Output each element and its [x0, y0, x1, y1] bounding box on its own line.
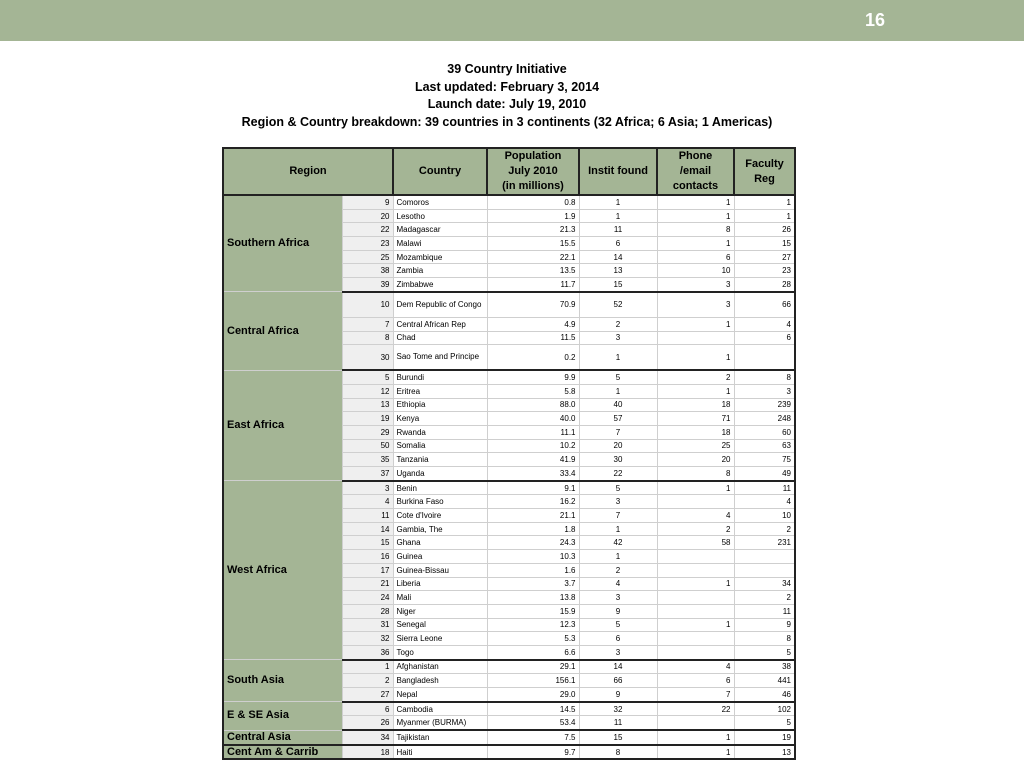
country-number-cell: 27 [342, 688, 393, 702]
instit-found-cell: 57 [579, 412, 657, 426]
population-cell: 70.9 [487, 292, 579, 318]
header-faculty-l1: Faculty [745, 157, 784, 170]
instit-found-cell: 2 [579, 317, 657, 331]
country-number-cell: 26 [342, 716, 393, 730]
country-name-cell: Gambia, The [393, 522, 487, 536]
instit-found-cell: 5 [579, 370, 657, 384]
title-line-breakdown: Region & Country breakdown: 39 countries in 3 continents (32 Africa; 6 Asia; 1 Americas) [241, 114, 773, 129]
country-name-cell: Ethiopia [393, 398, 487, 412]
population-cell: 40.0 [487, 412, 579, 426]
phone-email-cell [657, 563, 734, 577]
country-number-cell: 2 [342, 674, 393, 688]
instit-found-cell: 3 [579, 331, 657, 345]
country-number-cell: 15 [342, 536, 393, 550]
instit-found-cell: 1 [579, 345, 657, 371]
phone-email-cell: 1 [657, 577, 734, 591]
phone-email-cell: 6 [657, 674, 734, 688]
country-name-cell: Ghana [393, 536, 487, 550]
population-cell: 11.5 [487, 331, 579, 345]
faculty-reg-cell: 2 [734, 522, 795, 536]
population-cell: 3.7 [487, 577, 579, 591]
population-cell: 0.2 [487, 345, 579, 371]
country-name-cell: Togo [393, 645, 487, 659]
instit-found-cell: 14 [579, 660, 657, 674]
instit-found-cell: 13 [579, 264, 657, 278]
country-name-cell: Cote d'Ivoire [393, 509, 487, 523]
instit-found-cell: 11 [579, 716, 657, 730]
country-number-cell: 37 [342, 467, 393, 481]
population-cell: 11.7 [487, 278, 579, 292]
instit-found-cell: 9 [579, 604, 657, 618]
country-name-cell: Central African Rep [393, 317, 487, 331]
population-cell: 53.4 [487, 716, 579, 730]
country-number-cell: 30 [342, 345, 393, 371]
instit-found-cell: 52 [579, 292, 657, 318]
country-number-cell: 50 [342, 439, 393, 453]
population-cell: 10.2 [487, 439, 579, 453]
country-number-cell: 10 [342, 292, 393, 318]
phone-email-cell: 71 [657, 412, 734, 426]
country-name-cell: Sierra Leone [393, 632, 487, 646]
header-region: Region [223, 148, 393, 195]
population-cell: 15.9 [487, 604, 579, 618]
country-number-cell: 31 [342, 618, 393, 632]
country-name-cell: Guinea [393, 550, 487, 564]
instit-found-cell: 11 [579, 223, 657, 237]
instit-found-cell: 2 [579, 563, 657, 577]
population-cell: 11.1 [487, 425, 579, 439]
faculty-reg-cell: 9 [734, 618, 795, 632]
population-cell: 41.9 [487, 453, 579, 467]
instit-found-cell: 6 [579, 237, 657, 251]
header-population-l1: Population [504, 150, 562, 162]
faculty-reg-cell: 19 [734, 730, 795, 745]
title-line-launch: Launch date: July 19, 2010 [427, 97, 587, 111]
instit-found-cell: 1 [579, 550, 657, 564]
country-number-cell: 19 [342, 412, 393, 426]
region-cell: Central Africa [223, 292, 342, 370]
instit-found-cell: 15 [579, 730, 657, 745]
population-cell: 29.1 [487, 660, 579, 674]
country-number-cell: 38 [342, 264, 393, 278]
country-name-cell: Tajikistan [393, 730, 487, 745]
table-row [223, 370, 795, 384]
country-name-cell: Somalia [393, 439, 487, 453]
region-cell: West Africa [223, 481, 342, 660]
instit-found-cell: 42 [579, 536, 657, 550]
faculty-reg-cell: 15 [734, 237, 795, 251]
population-cell: 1.9 [487, 209, 579, 223]
phone-email-cell: 18 [657, 425, 734, 439]
instit-found-cell: 1 [579, 195, 657, 209]
population-cell: 29.0 [487, 688, 579, 702]
phone-email-cell: 1 [657, 209, 734, 223]
title-block [0, 61, 1014, 131]
country-number-cell: 9 [342, 195, 393, 209]
phone-email-cell: 8 [657, 223, 734, 237]
instit-found-cell: 30 [579, 453, 657, 467]
phone-email-cell: 3 [657, 278, 734, 292]
faculty-reg-cell: 11 [734, 481, 795, 495]
header-phone-l2: /email [679, 165, 712, 177]
country-name-cell: Bangladesh [393, 674, 487, 688]
faculty-reg-cell [734, 563, 795, 577]
population-cell: 5.8 [487, 384, 579, 398]
country-name-cell: Rwanda [393, 425, 487, 439]
country-number-cell: 11 [342, 509, 393, 523]
faculty-reg-cell: 5 [734, 716, 795, 730]
phone-email-cell: 1 [657, 384, 734, 398]
country-table [222, 147, 796, 760]
faculty-reg-cell: 4 [734, 317, 795, 331]
instit-found-cell: 1 [579, 522, 657, 536]
population-cell: 21.3 [487, 223, 579, 237]
phone-email-cell: 1 [657, 618, 734, 632]
header-population-l2: July 2010 [508, 165, 558, 177]
region-cell: E & SE Asia [223, 702, 342, 730]
country-name-cell: Mozambique [393, 250, 487, 264]
faculty-reg-cell: 60 [734, 425, 795, 439]
instit-found-cell: 22 [579, 467, 657, 481]
faculty-reg-cell: 63 [734, 439, 795, 453]
population-cell: 22.1 [487, 250, 579, 264]
country-name-cell: Haiti [393, 745, 487, 760]
country-number-cell: 12 [342, 384, 393, 398]
phone-email-cell: 10 [657, 264, 734, 278]
country-name-cell: Kenya [393, 412, 487, 426]
faculty-reg-cell: 26 [734, 223, 795, 237]
population-cell: 13.8 [487, 591, 579, 605]
faculty-reg-cell: 248 [734, 412, 795, 426]
phone-email-cell: 1 [657, 481, 734, 495]
phone-email-cell: 7 [657, 688, 734, 702]
table-header-row [223, 148, 795, 195]
header-faculty-l2: Reg [754, 172, 775, 185]
country-name-cell: Afghanistan [393, 660, 487, 674]
country-number-cell: 32 [342, 632, 393, 646]
population-cell: 33.4 [487, 467, 579, 481]
country-number-cell: 18 [342, 745, 393, 760]
table-row [223, 292, 795, 318]
title-line-updated: Last updated: February 3, 2014 [414, 79, 600, 94]
country-name-cell: Comoros [393, 195, 487, 209]
title-line-initiative: 39 Country Initiative [447, 62, 567, 76]
faculty-reg-cell: 3 [734, 384, 795, 398]
header-phone-l1: Phone [678, 150, 713, 162]
instit-found-cell: 3 [579, 495, 657, 509]
faculty-reg-cell: 6 [734, 331, 795, 345]
country-number-cell: 20 [342, 209, 393, 223]
phone-email-cell: 3 [657, 292, 734, 318]
instit-found-cell: 8 [579, 745, 657, 760]
country-number-cell: 14 [342, 522, 393, 536]
instit-found-cell: 66 [579, 674, 657, 688]
phone-email-cell: 4 [657, 509, 734, 523]
phone-email-cell: 1 [657, 237, 734, 251]
country-name-cell: Tanzania [393, 453, 487, 467]
population-cell: 9.9 [487, 370, 579, 384]
country-name-cell: Niger [393, 604, 487, 618]
country-name-cell: Sao Tome and Principe [393, 345, 487, 371]
header-instit-found: Instit found [579, 148, 657, 195]
country-name-cell: Mali [393, 591, 487, 605]
country-number-cell: 4 [342, 495, 393, 509]
population-cell: 14.5 [487, 702, 579, 716]
country-number-cell: 1 [342, 660, 393, 674]
slide-header-bar [0, 0, 1024, 41]
faculty-reg-cell: 2 [734, 591, 795, 605]
country-number-cell: 6 [342, 702, 393, 716]
table-body [223, 195, 795, 759]
country-name-cell: Dem Republic of Congo [393, 292, 487, 318]
header-phone-email [657, 148, 734, 195]
faculty-reg-cell: 27 [734, 250, 795, 264]
population-cell: 6.6 [487, 645, 579, 659]
phone-email-cell [657, 591, 734, 605]
population-cell: 13.5 [487, 264, 579, 278]
instit-found-cell: 1 [579, 209, 657, 223]
country-number-cell: 35 [342, 453, 393, 467]
country-number-cell: 7 [342, 317, 393, 331]
country-name-cell: Eritrea [393, 384, 487, 398]
phone-email-cell [657, 645, 734, 659]
phone-email-cell: 25 [657, 439, 734, 453]
population-cell: 0.8 [487, 195, 579, 209]
table-row [223, 660, 795, 674]
phone-email-cell: 22 [657, 702, 734, 716]
country-name-cell: Burkina Faso [393, 495, 487, 509]
instit-found-cell: 3 [579, 591, 657, 605]
instit-found-cell: 5 [579, 618, 657, 632]
region-cell: South Asia [223, 660, 342, 702]
population-cell: 10.3 [487, 550, 579, 564]
instit-found-cell: 14 [579, 250, 657, 264]
instit-found-cell: 4 [579, 577, 657, 591]
table-row [223, 745, 795, 760]
instit-found-cell: 20 [579, 439, 657, 453]
faculty-reg-cell: 66 [734, 292, 795, 318]
country-number-cell: 17 [342, 563, 393, 577]
country-name-cell: Malawi [393, 237, 487, 251]
faculty-reg-cell: 13 [734, 745, 795, 760]
header-population [487, 148, 579, 195]
country-name-cell: Senegal [393, 618, 487, 632]
phone-email-cell: 8 [657, 467, 734, 481]
faculty-reg-cell: 49 [734, 467, 795, 481]
phone-email-cell: 18 [657, 398, 734, 412]
instit-found-cell: 5 [579, 481, 657, 495]
population-cell: 9.1 [487, 481, 579, 495]
country-name-cell: Lesotho [393, 209, 487, 223]
instit-found-cell: 7 [579, 509, 657, 523]
table-row [223, 702, 795, 716]
faculty-reg-cell: 11 [734, 604, 795, 618]
faculty-reg-cell: 46 [734, 688, 795, 702]
country-name-cell: Uganda [393, 467, 487, 481]
region-cell: East Africa [223, 370, 342, 481]
faculty-reg-cell: 23 [734, 264, 795, 278]
population-cell: 5.3 [487, 632, 579, 646]
table-row [223, 730, 795, 745]
faculty-reg-cell: 8 [734, 370, 795, 384]
country-name-cell: Benin [393, 481, 487, 495]
country-number-cell: 3 [342, 481, 393, 495]
population-cell: 15.5 [487, 237, 579, 251]
instit-found-cell: 40 [579, 398, 657, 412]
phone-email-cell: 58 [657, 536, 734, 550]
instit-found-cell: 1 [579, 384, 657, 398]
phone-email-cell: 1 [657, 745, 734, 760]
phone-email-cell: 6 [657, 250, 734, 264]
country-number-cell: 22 [342, 223, 393, 237]
faculty-reg-cell: 441 [734, 674, 795, 688]
population-cell: 12.3 [487, 618, 579, 632]
country-name-cell: Zambia [393, 264, 487, 278]
instit-found-cell: 32 [579, 702, 657, 716]
faculty-reg-cell: 239 [734, 398, 795, 412]
faculty-reg-cell: 75 [734, 453, 795, 467]
table-row [223, 481, 795, 495]
population-cell: 7.5 [487, 730, 579, 745]
faculty-reg-cell [734, 550, 795, 564]
country-name-cell: Chad [393, 331, 487, 345]
header-phone-l3: contacts [672, 180, 719, 192]
faculty-reg-cell: 1 [734, 195, 795, 209]
faculty-reg-cell: 34 [734, 577, 795, 591]
phone-email-cell: 1 [657, 730, 734, 745]
header-faculty-reg [734, 148, 795, 195]
country-name-cell: Zimbabwe [393, 278, 487, 292]
region-cell: Central Asia [223, 730, 342, 745]
country-number-cell: 29 [342, 425, 393, 439]
country-name-cell: Madagascar [393, 223, 487, 237]
region-cell: Cent Am & Carrib [223, 745, 342, 760]
phone-email-cell [657, 632, 734, 646]
phone-email-cell [657, 550, 734, 564]
population-cell: 156.1 [487, 674, 579, 688]
header-population-l3: (in millions) [502, 180, 564, 192]
country-name-cell: Cambodia [393, 702, 487, 716]
population-cell: 9.7 [487, 745, 579, 760]
faculty-reg-cell: 8 [734, 632, 795, 646]
faculty-reg-cell: 38 [734, 660, 795, 674]
country-name-cell: Burundi [393, 370, 487, 384]
faculty-reg-cell: 28 [734, 278, 795, 292]
population-cell: 1.6 [487, 563, 579, 577]
phone-email-cell [657, 331, 734, 345]
faculty-reg-cell: 1 [734, 209, 795, 223]
instit-found-cell: 3 [579, 645, 657, 659]
faculty-reg-cell: 5 [734, 645, 795, 659]
phone-email-cell [657, 604, 734, 618]
phone-email-cell: 4 [657, 660, 734, 674]
population-cell: 21.1 [487, 509, 579, 523]
population-cell: 4.9 [487, 317, 579, 331]
faculty-reg-cell: 231 [734, 536, 795, 550]
phone-email-cell: 1 [657, 317, 734, 331]
faculty-reg-cell: 102 [734, 702, 795, 716]
country-number-cell: 24 [342, 591, 393, 605]
table-row [223, 195, 795, 209]
population-cell: 16.2 [487, 495, 579, 509]
country-number-cell: 16 [342, 550, 393, 564]
country-number-cell: 5 [342, 370, 393, 384]
population-cell: 24.3 [487, 536, 579, 550]
phone-email-cell [657, 495, 734, 509]
instit-found-cell: 7 [579, 425, 657, 439]
instit-found-cell: 9 [579, 688, 657, 702]
country-number-cell: 25 [342, 250, 393, 264]
country-name-cell: Liberia [393, 577, 487, 591]
instit-found-cell: 6 [579, 632, 657, 646]
country-number-cell: 28 [342, 604, 393, 618]
faculty-reg-cell: 4 [734, 495, 795, 509]
country-number-cell: 36 [342, 645, 393, 659]
country-number-cell: 39 [342, 278, 393, 292]
faculty-reg-cell: 10 [734, 509, 795, 523]
instit-found-cell: 15 [579, 278, 657, 292]
country-name-cell: Myanmer (BURMA) [393, 716, 487, 730]
phone-email-cell: 2 [657, 522, 734, 536]
population-cell: 1.8 [487, 522, 579, 536]
region-cell: Southern Africa [223, 195, 342, 292]
country-name-cell: Nepal [393, 688, 487, 702]
page-number: 16 [864, 10, 886, 30]
country-number-cell: 21 [342, 577, 393, 591]
country-number-cell: 8 [342, 331, 393, 345]
header-country: Country [393, 148, 487, 195]
country-number-cell: 13 [342, 398, 393, 412]
country-number-cell: 23 [342, 237, 393, 251]
phone-email-cell: 2 [657, 370, 734, 384]
faculty-reg-cell [734, 345, 795, 371]
phone-email-cell [657, 716, 734, 730]
country-number-cell: 34 [342, 730, 393, 745]
population-cell: 88.0 [487, 398, 579, 412]
phone-email-cell: 1 [657, 195, 734, 209]
phone-email-cell: 20 [657, 453, 734, 467]
country-name-cell: Guinea-Bissau [393, 563, 487, 577]
phone-email-cell: 1 [657, 345, 734, 371]
